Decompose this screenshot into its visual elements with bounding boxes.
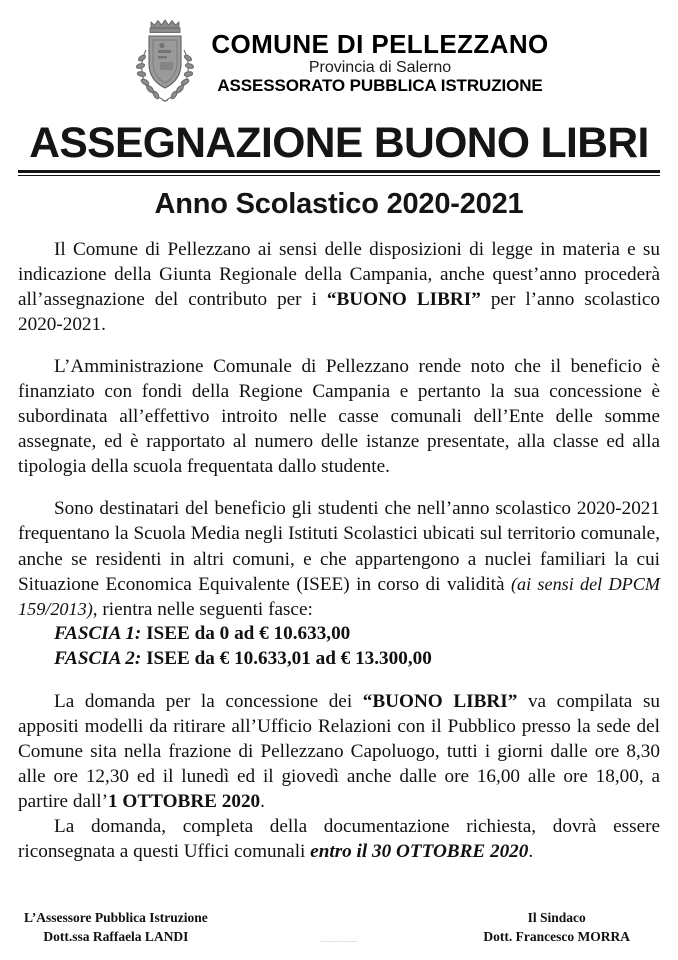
paragraph-3-italic-dpcm: (ai sensi del DPCM 159/2013) [18,573,660,619]
fascia-1-label: FASCIA 1: [54,622,142,644]
document-body [18,237,660,864]
paragraph-5-text-a: La domanda, completa della documentazione richiesta, dovrà essere riconsegnata a questi Uffici comunali [18,815,660,862]
paragraph-5-text-b: . [528,840,534,862]
title-underline-rule [18,170,660,176]
page-subtitle: Anno Scolastico 2020-2021 [154,188,524,220]
paragraph-3 [18,496,660,621]
signature-sindaco-name: Dott. Francesco MORRA [483,928,630,944]
paragraph-3-text-a: Sono destinatari del beneficio gli studenti che nell’anno scolastico 2020-2021 frequentano la Scuola Media negli Istituti Scolastici ubicati sul territorio comunale, anche se residenti in altri comuni, e che appartengono a nuclei familiari la cui Situazione Economica Equivalente (ISEE) in corso di validità [18,498,660,595]
paragraph-4-text-a: La domanda per la concessione dei [54,690,363,712]
comune-name: COMUNE DI PELLEZZANO [211,29,549,60]
paragraph-4-text-c: . [260,790,265,812]
letterhead [0,0,678,110]
fascia-2-label: FASCIA 2: [54,647,142,669]
fascia-list [18,622,660,672]
coat-of-arms-emblem [129,12,201,108]
paragraph-4-bold-start-date: 1 OTTOBRE 2020 [108,790,261,812]
assessorato-name: ASSESSORATO PUBBLICA ISTRUZIONE [217,76,543,96]
provincia-name: Provincia di Salerno [308,59,452,77]
paragraph-2: L’Amministrazione Comunale di Pellezzano rende noto che il beneficio è finanziato con fondi della Regione Campania e pertanto la sua concessione è subordinata all’effettivo introito nelle casse comunali dell’Ente delle somme assegnate, ed è rapportato al numero delle istanze presentate, alla classe ed alla tipologia della scuola frequentata dallo studente. [18,356,660,478]
footer-micro-note-line: — —— —— —— — ———— [320,939,358,943]
paragraph-1-text-a: Il Comune di Pellezzano ai sensi delle disposizioni di legge in materia e su indicazione della Giunta Regionale della Campania, anche quest’anno procederà all’assegnazione del contributo per i [18,239,660,311]
paragraph-4-bold-buono-libri: “BUONO LIBRI” [362,690,518,712]
signature-sindaco-role: Il Sindaco [527,909,586,925]
fascia-item [18,622,660,647]
paragraph-5-deadline: entro il 30 OTTOBRE 2020 [310,840,529,862]
paragraph-4-text-b: va compilata su appositi modelli da ritirare all’Ufficio Relazioni con il Pubblico presso la sede del Comune sita nella frazione di Pellezzano Capoluogo, tutti i giorni dalle ore 8,30 alle ore 12,30 ed il lunedì ed il giovedì anche dalle ore 16,00 alle ore 18,00, a partire dall’ [18,690,661,812]
signature-assessore-role: L’Assessore Pubblica Istruzione [24,909,208,925]
title-block [18,119,660,221]
page-title: ASSEGNAZIONE BUONO LIBRI [29,119,649,167]
footer-micro-note [244,940,434,944]
signature-assessore [18,908,208,946]
letterhead-text [211,24,548,96]
paragraph-1-text-b: per l’anno scolastico 2020-2021. [18,289,661,336]
paragraph-1 [18,237,660,337]
fascia-item [18,647,660,672]
fascia-2-value: ISEE da € 10.633,01 ad € 13.300,00 [141,647,432,669]
signature-assessore-name: Dott.ssa Raffaela LANDI [43,928,189,944]
paragraph-5 [18,814,660,864]
paragraph-3-text-b: , rientra nelle seguenti fasce: [92,598,313,620]
paragraph-4 [18,689,660,814]
fascia-1-value: ISEE da 0 ad € 10.633,00 [141,622,351,644]
paragraph-1-bold-buono-libri: “BUONO LIBRI” [326,289,481,311]
signature-sindaco [483,908,660,946]
